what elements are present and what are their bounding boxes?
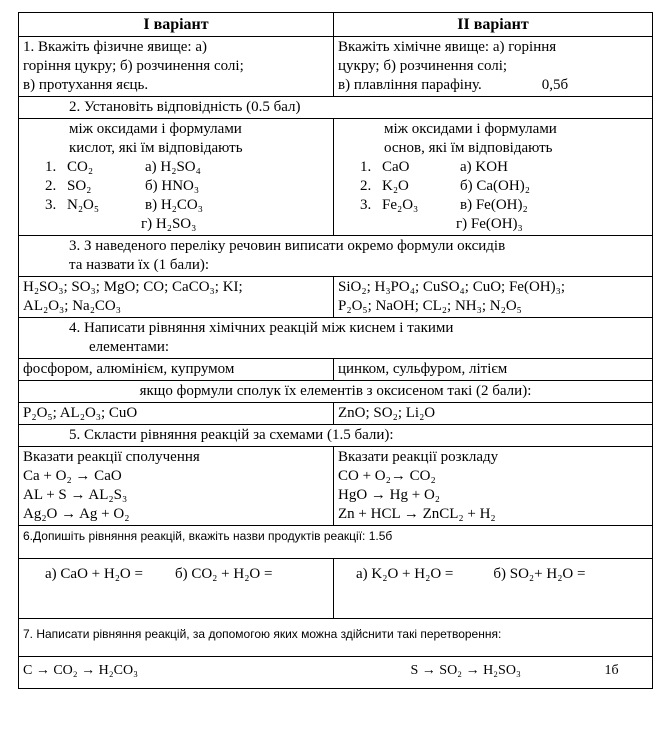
q3-row [19,277,653,318]
acid-formula-extra: г) H₂SO₃ [141,216,197,232]
q5-v1-equation: Ca + O₂ → CaO [23,468,122,484]
match-number: 2. [45,178,57,194]
q2-v2-intro: основ, які їм відповідають [384,140,553,156]
q6-variant-2 [334,559,653,619]
q6-v1-eq-b: б) CO₂ + H₂O = [174,566,273,582]
q4-title-row [19,318,653,359]
match-row [360,158,648,177]
q1-v2-text: в) плавління парафіну. [338,77,482,93]
q2-v1-intro: між оксидами і формулами [69,121,242,137]
q6-v2-eq-b: б) SO₂+ H₂O = [493,566,586,582]
acid-formula: в) H₂CO₃ [145,197,203,213]
q1-row [19,37,653,97]
q3-v2-line: SiO₂; H₃PO₄; CuSO₄; CuO; Fe(OH)₃; [338,279,566,295]
q3-title-line: 3. З наведеного переліку речовин виписати окремо формули оксидів [69,238,506,254]
base-formula: б) Ca(OH)₂ [460,178,530,194]
q3-v1-line: H₂SO₃; SO₃; MgO; CO; CaCO₃; KI; [23,279,243,295]
variant-2-header: II варіант [334,13,653,37]
match-row [360,177,648,196]
q6-v2-eq-a: а) K₂O + H₂O = [356,566,454,582]
match-number: 2. [360,178,372,194]
variant-1-header: I варіант [19,13,334,37]
q5-v2-equation: HgO → Hg + O₂ [338,487,441,503]
q4-v2-formulas: ZnO; SO₂; Li₂O [334,403,653,425]
q5-variant-1 [19,447,334,526]
q5-v2-equation: Zn + HCL → ZnCL₂ + H₂ [338,506,496,522]
q4-title-line: 4. Написати рівняння хімічних реакцій між киснем і такими [69,320,454,336]
q1-v2-line: цукру; б) розчинення солі; [338,58,508,74]
q5-v1-equation: Ag₂O → Ag + O₂ [23,506,130,522]
q7-title-row [19,619,653,657]
q3-variant-2 [334,277,653,318]
q1-v2-line: Вкажіть хімічне явище: а) горіння [338,39,557,55]
q4-v1-elements: фосфором, алюмінієм, купрумом [19,359,334,381]
q6-v1-eq-a: а) CaO + H₂O = [45,566,143,582]
oxide-formula: N₂O₅ [67,197,100,213]
match-row [45,158,329,177]
q1-points: 0,5б [541,77,569,93]
q1-v1-line: горіння цукру; б) розчинення солі; [23,58,244,74]
match-number: 3. [45,197,57,213]
oxide-formula: K₂O [382,178,409,194]
worksheet-table [18,12,653,689]
q4-v1-formulas: P₂O₅; AL₂O₃; CuO [19,403,334,425]
acid-formula: а) H₂SO₄ [145,159,201,175]
q7-points: 1б [604,663,619,678]
q1-v1-line: 1. Вкажіть фізичне явище: а) [23,39,208,55]
q7-v2-chain: S → SO₂ → H₂SO₃ [410,663,521,678]
q1-v1-line: в) протухання яєць. [23,77,149,93]
q2-row [19,119,653,236]
q5-v2-equation: CO + O₂→ CO₂ [338,468,436,484]
q5-title-row [19,425,653,447]
q5-variant-2 [334,447,653,526]
q6-title-row [19,526,653,559]
q4-title-line: елементами: [89,339,170,355]
match-number: 1. [360,159,372,175]
q2-v2-intro: між оксидами і формулами [384,121,557,137]
q7-v1-chain: C → CO₂ → H₂CO₃ [23,663,138,678]
q3-variant-1 [19,277,334,318]
q6-variant-1 [19,559,334,619]
q3-title [19,236,653,277]
q5-v1-equation: AL + S → AL₂S₃ [23,487,128,503]
q4-formulas-row [19,403,653,425]
q4-condition: якщо формули сполук їх елементів з оксисеном такі (2 бали): [19,381,653,403]
q4-condition-row [19,381,653,403]
match-row [45,196,329,215]
q3-v2-line: P₂O₅; NaOH; CL₂; NH₃; N₂O₅ [338,298,522,314]
q6-title: 6.Допишіть рівняння реакцій, вкажіть назви продуктів реакції: 1.5б [19,526,653,559]
q6-row [19,559,653,619]
match-row [45,177,329,196]
q4-title [19,318,653,359]
oxide-formula: SO₂ [67,178,92,194]
q4-elements-row [19,359,653,381]
q7-row [19,657,653,689]
oxide-formula: CO₂ [67,159,94,175]
oxide-formula: Fe₂O₃ [382,197,419,213]
match-number: 3. [360,197,372,213]
q3-title-row [19,236,653,277]
q2-v1-intro: кислот, які їм відповідають [69,140,243,156]
q2-title: 2. Установіть відповідність (0.5 бал) [19,97,653,119]
q5-title: 5. Скласти рівняння реакцій за схемами (1.5 бали): [19,425,653,447]
q3-title-line: та назвати їх (1 бали): [69,257,210,273]
q7-title: 7. Написати рівняння реакцій, за допомогою яких можна здійснити такі перетворення: [19,619,653,657]
header-row [19,13,653,37]
base-formula: а) KOH [460,159,508,175]
q4-v2-elements: цинком, сульфуром, літієм [334,359,653,381]
q5-v1-heading: Вказати реакції сполучення [23,449,200,465]
base-formula-extra: г) Fe(OH)₃ [456,216,523,232]
match-row [360,196,648,215]
q1-variant-1 [19,37,334,97]
q1-v2-line-last [338,76,648,95]
oxide-formula: CaO [382,159,410,175]
q2-variant-2 [334,119,653,236]
q2-variant-1 [19,119,334,236]
base-formula: в) Fe(OH)₂ [460,197,528,213]
q1-variant-2 [334,37,653,97]
q3-v1-line: AL₂O₃; Na₂CO₃ [23,298,121,314]
match-number: 1. [45,159,57,175]
q7-chains [19,657,653,689]
q2-title-row [19,97,653,119]
acid-formula: б) HNO₃ [145,178,200,194]
q5-row [19,447,653,526]
q5-v2-heading: Вказати реакції розкладу [338,449,499,465]
